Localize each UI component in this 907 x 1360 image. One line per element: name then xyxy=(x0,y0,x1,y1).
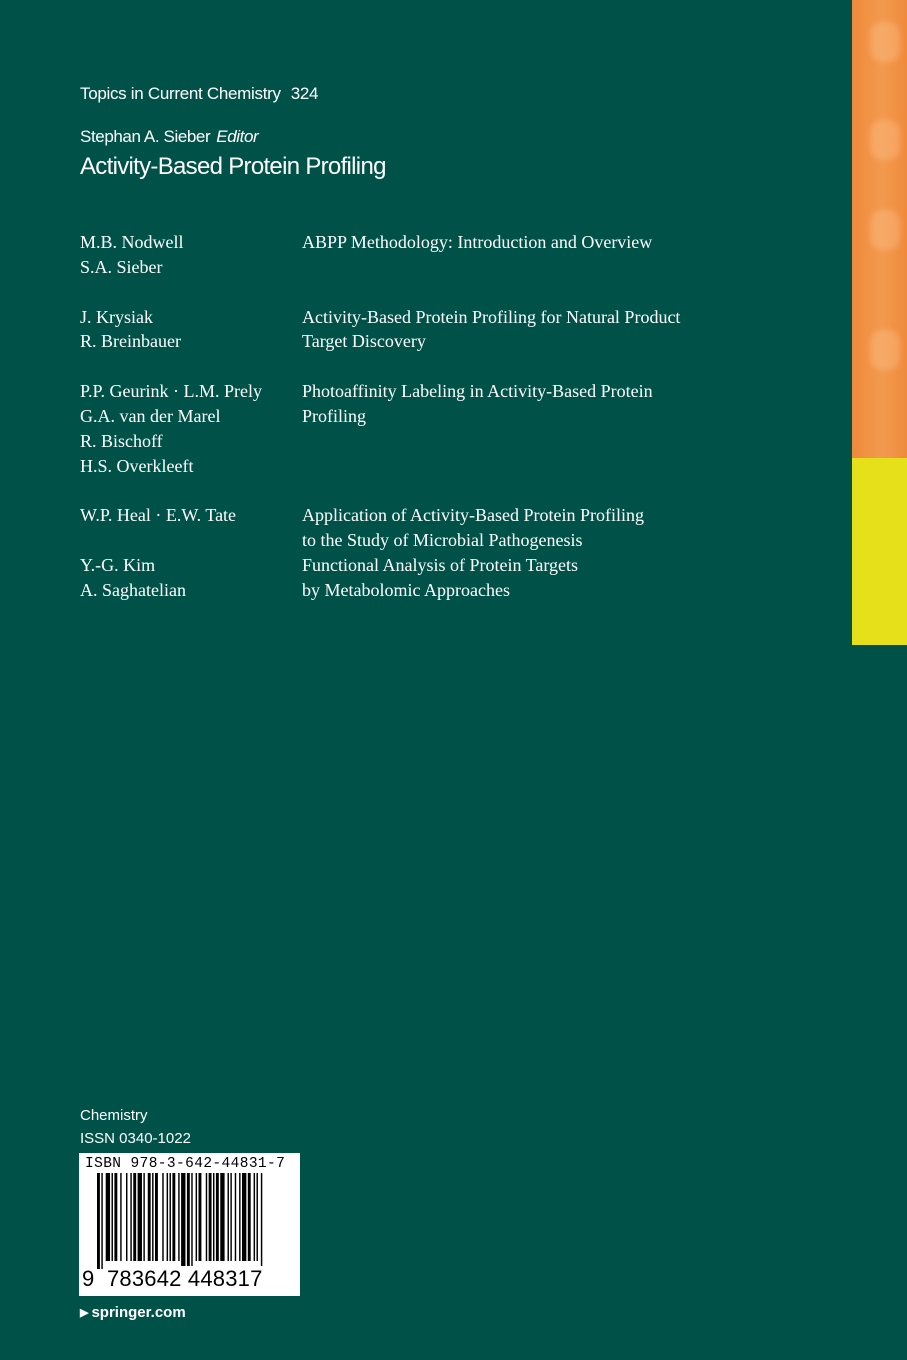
website-label: springer.com xyxy=(91,1304,186,1321)
barcode-bar xyxy=(152,1173,153,1261)
barcode-bar xyxy=(199,1173,202,1261)
editor-role: Editor xyxy=(216,127,259,146)
title-line: Application of Activity-Based Protein Profiling xyxy=(302,505,644,526)
editor-line xyxy=(80,127,258,147)
barcode-bar xyxy=(130,1173,131,1261)
issn-label: ISSN 0340-1022 xyxy=(80,1130,191,1147)
author-name: R. Breinbauer xyxy=(80,331,181,352)
title-line: Profiling xyxy=(302,405,367,426)
title-line: Functional Analysis of Protein Targets xyxy=(302,555,579,576)
barcode-bar xyxy=(170,1173,171,1261)
barcode-bar xyxy=(138,1173,142,1261)
book-title: Activity-Based Protein Profiling xyxy=(80,153,386,180)
barcode-bar xyxy=(261,1173,262,1269)
orange-color-strip xyxy=(852,0,907,458)
ean-digits: 783642 448317 xyxy=(107,1266,263,1291)
entry-title xyxy=(302,305,762,355)
series-name: Topics in Current Chemistry xyxy=(80,84,281,103)
barcode-bar xyxy=(167,1173,168,1261)
barcode-bar xyxy=(216,1173,219,1261)
barcode-bar xyxy=(220,1173,224,1261)
table-of-contents xyxy=(80,230,780,628)
author-name: M.B. Nodwell xyxy=(80,232,184,252)
author-name: P.P. Geurink · L.M. Prely xyxy=(80,381,263,402)
entry-authors xyxy=(80,503,302,528)
author-name: S.A. Sieber xyxy=(80,256,163,277)
barcode-bar xyxy=(209,1173,212,1261)
barcode-bar xyxy=(187,1173,190,1269)
barcode-bar xyxy=(213,1173,214,1261)
entry-title xyxy=(302,503,762,553)
entry-authors xyxy=(80,230,302,280)
contents-entry xyxy=(80,553,780,603)
author-name: W.P. Heal · E.W. Tate xyxy=(80,505,237,526)
entry-title xyxy=(302,379,762,429)
author-name: R. Bischoff xyxy=(80,430,163,451)
barcode-bar xyxy=(228,1173,229,1261)
barcode-bar xyxy=(143,1173,144,1261)
barcode-bar xyxy=(101,1173,102,1269)
barcode-bar xyxy=(248,1173,251,1261)
title-line: ABPP Methodology: Introduction and Overview xyxy=(302,232,653,252)
title-line: by Metabolomic Approaches xyxy=(302,579,510,600)
editor-name: Stephan A. Sieber xyxy=(80,127,211,146)
barcode-bar xyxy=(181,1173,185,1269)
author-name: A. Saghatelian xyxy=(80,579,186,600)
barcode-bar xyxy=(112,1173,113,1261)
barcode-bar xyxy=(235,1173,236,1261)
barcode-bar xyxy=(254,1173,255,1261)
author-name: J. Krysiak xyxy=(80,306,153,327)
author-name: H.S. Overkleeft xyxy=(80,455,194,476)
series-volume: 324 xyxy=(290,84,319,103)
isbn-barcode xyxy=(79,1153,300,1296)
entry-authors xyxy=(80,305,302,355)
title-line: Photoaffinity Labeling in Activity-Based Protein xyxy=(302,381,653,402)
barcode-bar xyxy=(191,1173,192,1269)
barcode-bar xyxy=(97,1173,100,1269)
barcode-bars xyxy=(83,1173,296,1269)
entry-title xyxy=(302,230,762,255)
contents-entry xyxy=(80,230,780,280)
barcode-bar xyxy=(106,1173,110,1261)
series-heading xyxy=(80,84,318,104)
barcode-bar xyxy=(126,1173,127,1261)
barcode-bar xyxy=(155,1173,158,1261)
barcode-bar xyxy=(257,1173,258,1261)
barcode-bar xyxy=(120,1173,121,1261)
isbn-text: ISBN 978-3-642-44831-7 xyxy=(85,1156,286,1172)
contents-entry xyxy=(80,305,780,355)
barcode-bar xyxy=(114,1173,117,1261)
entry-authors xyxy=(80,553,302,603)
author-name: Y.-G. Kim xyxy=(80,555,156,576)
barcode-bar xyxy=(239,1173,240,1261)
title-line: Activity-Based Protein Profiling for Natural Product xyxy=(302,306,681,327)
contents-entry xyxy=(80,503,780,551)
footer-info xyxy=(80,1104,191,1150)
title-line: to the Study of Microbial Pathogenesis xyxy=(302,530,583,551)
publisher-website[interactable] xyxy=(80,1304,186,1321)
ean-first-digit: 9 xyxy=(82,1266,95,1291)
barcode-bar xyxy=(206,1173,207,1261)
subject-label: Chemistry xyxy=(80,1107,148,1124)
arrow-right-icon: ▶ xyxy=(80,1307,89,1319)
title-line: Target Discovery xyxy=(302,331,426,352)
barcode-bar xyxy=(230,1173,231,1261)
entry-authors xyxy=(80,379,302,478)
yellow-color-strip xyxy=(852,458,907,645)
barcode-bar xyxy=(196,1173,197,1261)
barcode-bar xyxy=(178,1173,179,1261)
author-name: G.A. van der Marel xyxy=(80,405,221,426)
barcode-bar xyxy=(162,1173,163,1261)
barcode-bar xyxy=(242,1173,246,1261)
barcode-bar xyxy=(172,1173,175,1261)
entry-title xyxy=(302,553,762,603)
contents-entry xyxy=(80,379,780,478)
barcode-bar xyxy=(133,1173,136,1261)
barcode-bar xyxy=(148,1173,151,1261)
